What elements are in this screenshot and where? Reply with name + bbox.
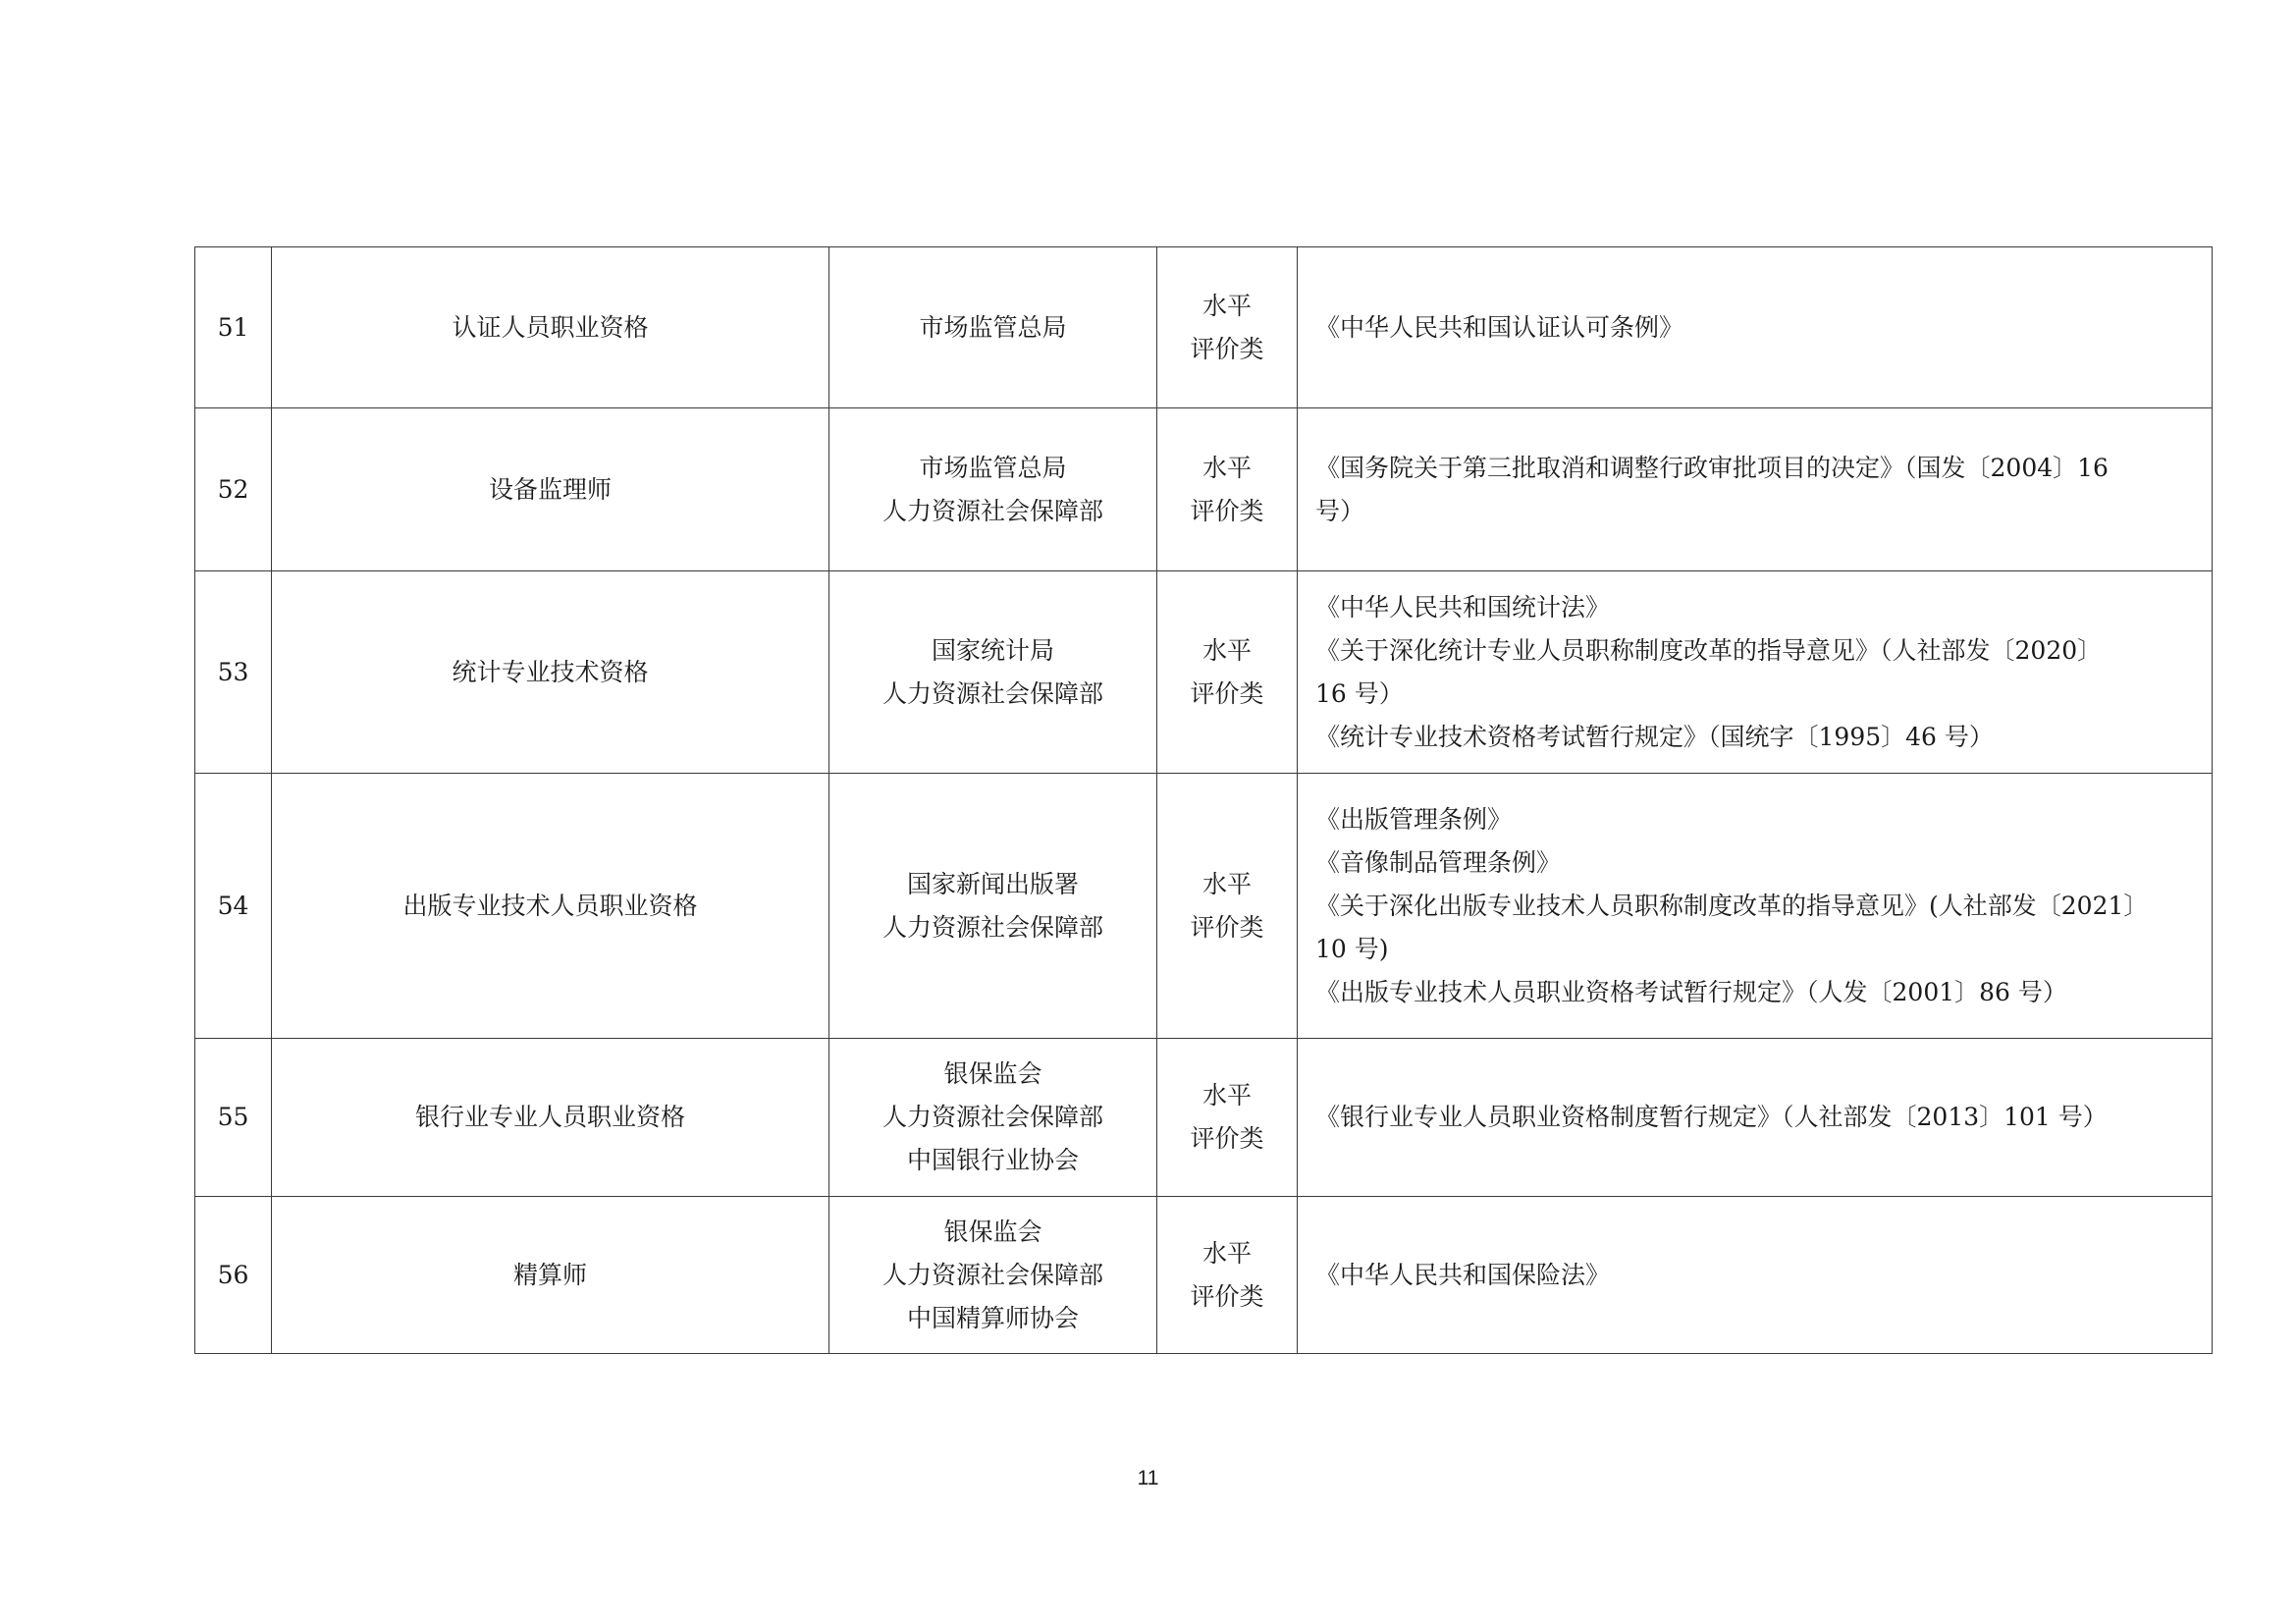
department-line: 中国银行业协会	[906, 1146, 1079, 1174]
legal-basis-line: 《关于深化统计专业人员职称制度改革的指导意见》（人社部发〔2020〕	[1315, 635, 2103, 665]
department-cell	[829, 247, 1157, 408]
category-cell	[1157, 1039, 1298, 1197]
category-cell	[1157, 1197, 1298, 1354]
category-cell	[1157, 247, 1298, 408]
page-number: 11	[1137, 1467, 1159, 1489]
row-number: 53	[195, 571, 272, 774]
category-line: 评价类	[1190, 912, 1264, 942]
legal-basis-cell	[1298, 571, 2213, 774]
department-line: 人力资源社会保障部	[881, 496, 1103, 525]
legal-basis-cell	[1298, 1039, 2213, 1197]
qualification-name: 统计专业技术资格	[272, 571, 829, 774]
table-row	[195, 571, 2213, 774]
department-cell	[829, 1039, 1157, 1197]
table-row	[195, 247, 2213, 408]
category-line: 评价类	[1190, 1281, 1264, 1311]
table-row	[195, 1197, 2213, 1354]
legal-basis-line: 号）	[1315, 496, 1365, 525]
category-cell	[1157, 571, 1298, 774]
category-line: 水平	[1201, 1081, 1252, 1110]
department-line: 人力资源社会保障部	[881, 912, 1103, 942]
legal-basis-cell	[1298, 408, 2213, 571]
category-line: 评价类	[1190, 1124, 1264, 1153]
legal-basis-cell	[1298, 774, 2213, 1039]
table-row	[195, 774, 2213, 1039]
department-line: 银保监会	[943, 1217, 1042, 1246]
category-line: 评价类	[1190, 678, 1264, 708]
category-line: 水平	[1201, 1238, 1252, 1268]
legal-basis-line: 《银行业专业人员职业资格制度暂行规定》（人社部发〔2013〕101 号）	[1315, 1103, 2108, 1131]
department-line: 银保监会	[943, 1059, 1042, 1088]
department-line: 中国精算师协会	[906, 1303, 1079, 1332]
qualification-name: 设备监理师	[272, 408, 829, 571]
department-cell	[829, 1197, 1157, 1354]
legal-basis-line: 10 号)	[1315, 934, 1389, 963]
department-cell	[829, 408, 1157, 571]
legal-basis-cell	[1298, 247, 2213, 408]
row-number: 51	[195, 247, 272, 408]
legal-basis-line: 16 号）	[1315, 678, 1404, 708]
table-row	[195, 1039, 2213, 1197]
department-line: 国家统计局	[931, 635, 1054, 665]
category-cell	[1157, 408, 1298, 571]
qualification-name: 精算师	[272, 1197, 829, 1354]
qualification-table	[194, 246, 2213, 1354]
category-line: 水平	[1201, 453, 1252, 482]
category-line: 评价类	[1190, 496, 1264, 525]
department-line: 人力资源社会保障部	[881, 678, 1103, 708]
row-number: 56	[195, 1197, 272, 1354]
legal-basis-line: 《统计专业技术资格考试暂行规定》（国统字〔1995〕46 号）	[1315, 722, 1994, 751]
department-line: 人力资源社会保障部	[881, 1260, 1103, 1289]
category-line: 评价类	[1190, 334, 1264, 363]
legal-basis-line: 《出版专业技术人员职业资格考试暂行规定》（人发〔2001〕86 号）	[1315, 977, 2067, 1006]
department-line: 人力资源社会保障部	[881, 1103, 1103, 1131]
legal-basis-line: 《中华人民共和国认证认可条例》	[1315, 312, 1684, 342]
legal-basis-line: 《出版管理条例》	[1315, 804, 1513, 834]
table-row	[195, 408, 2213, 571]
department-line: 市场监管总局	[919, 312, 1067, 342]
qualification-name: 认证人员职业资格	[272, 247, 829, 408]
legal-basis-line: 《音像制品管理条例》	[1315, 847, 1562, 877]
department-cell	[829, 774, 1157, 1039]
qualification-name: 银行业专业人员职业资格	[272, 1039, 829, 1197]
legal-basis-line: 《中华人民共和国统计法》	[1315, 592, 1611, 622]
department-line: 市场监管总局	[919, 453, 1067, 482]
row-number: 55	[195, 1039, 272, 1197]
legal-basis-line: 《国务院关于第三批取消和调整行政审批项目的决定》（国发〔2004〕16	[1315, 453, 2109, 482]
row-number: 52	[195, 408, 272, 571]
department-cell	[829, 571, 1157, 774]
category-line: 水平	[1201, 291, 1252, 320]
category-cell	[1157, 774, 1298, 1039]
department-line: 国家新闻出版署	[906, 869, 1079, 898]
category-line: 水平	[1201, 635, 1252, 665]
legal-basis-cell	[1298, 1197, 2213, 1354]
legal-basis-line: 《关于深化出版专业技术人员职称制度改革的指导意见》(人社部发〔2021〕	[1315, 891, 2149, 920]
legal-basis-line: 《中华人民共和国保险法》	[1315, 1260, 1611, 1289]
row-number: 54	[195, 774, 272, 1039]
category-line: 水平	[1201, 869, 1252, 898]
qualification-name: 出版专业技术人员职业资格	[272, 774, 829, 1039]
